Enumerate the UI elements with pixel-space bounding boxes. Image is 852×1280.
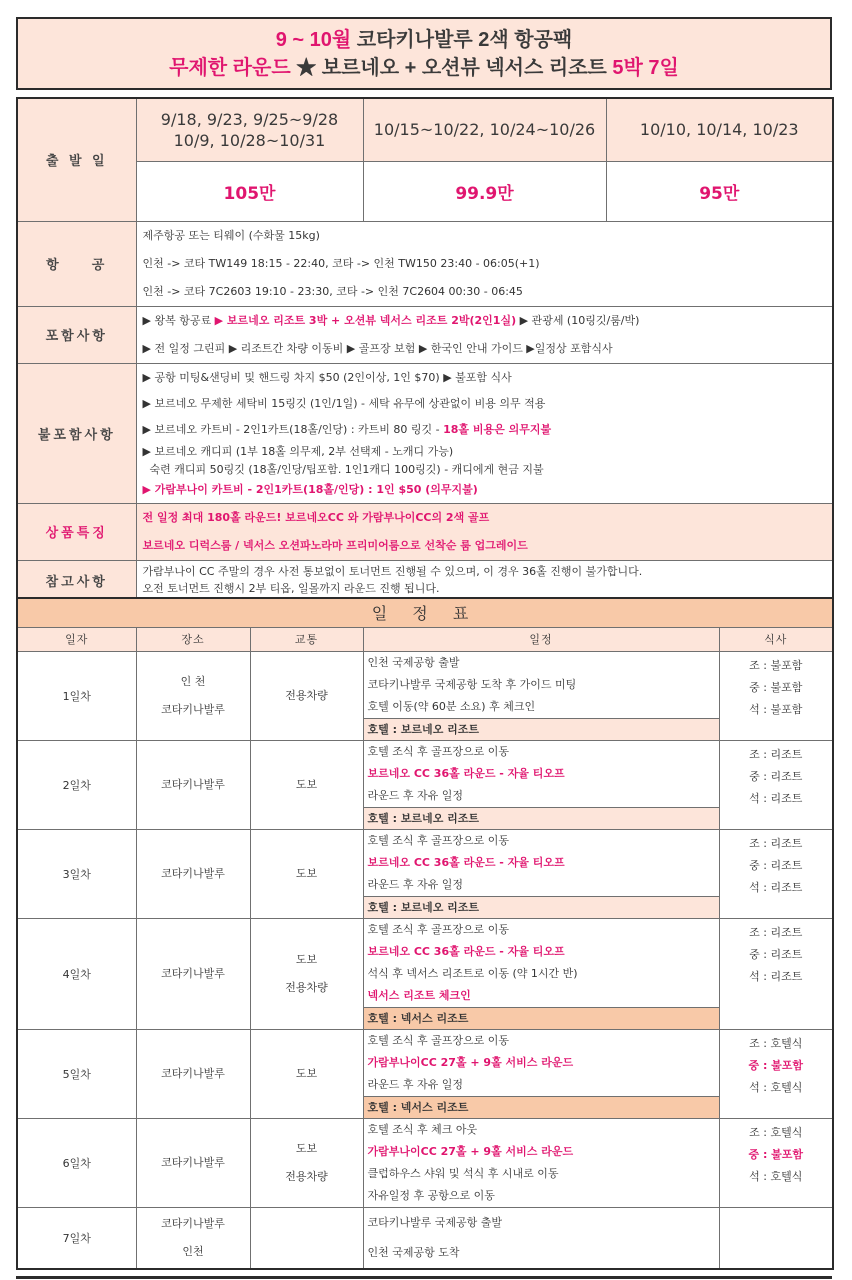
day-activities <box>363 1029 719 1118</box>
notes-row <box>17 560 833 601</box>
excluded-row <box>17 363 833 503</box>
itinerary-day-row <box>17 1029 833 1118</box>
day-number: 5일차 <box>17 1029 136 1118</box>
col-day: 일자 <box>17 627 136 651</box>
departure-dates-2: 10/15~10/22, 10/24~10/26 <box>363 98 606 161</box>
day-transport: 도보 <box>250 829 363 918</box>
meal-item: 조 : 리조트 <box>749 925 803 939</box>
activity-item: 호텔 조식 후 골프장으로 이동 <box>367 833 509 847</box>
price-3: 95만 <box>606 161 833 221</box>
departure-dates-row <box>17 98 833 161</box>
title-months: 9 ~ 10월 <box>275 28 352 51</box>
features-details: 전 일정 최대 180홀 라운드! 보르네오CC 와 가람부나이CC의 2색 골프 보르네오 디럭스룸 / 넥서스 오션파노라마 프리미어룸으로 선착순 룸 업그레이드 <box>136 503 833 560</box>
itinerary-day-row <box>17 740 833 829</box>
itinerary-day-row <box>17 829 833 918</box>
price-2: 99.9만 <box>363 161 606 221</box>
flight-row <box>17 221 833 306</box>
day-transport <box>250 1207 363 1269</box>
day-meals <box>719 651 833 740</box>
day-activities <box>363 1207 719 1269</box>
meal-item: 조 : 리조트 <box>749 836 803 850</box>
title-banner <box>16 17 832 90</box>
activity-item: 가람부나이CC 27홀 + 9홀 서비스 라운드 <box>367 1144 574 1158</box>
hotel-info: 호텔 : 보르네오 리조트 <box>364 896 719 918</box>
day-place: 인 천 코타키나발루 <box>136 651 250 740</box>
day-transport: 도보 <box>250 740 363 829</box>
activity-item: 클럽하우스 샤워 및 석식 후 시내로 이동 <box>367 1166 559 1180</box>
itinerary-day-row <box>17 1118 833 1207</box>
day-activities <box>363 740 719 829</box>
title-duration: 5박 7일 <box>612 56 679 79</box>
day-number: 2일차 <box>17 740 136 829</box>
activity-item: 인천 국제공항 출발 <box>367 655 460 669</box>
day-number: 7일차 <box>17 1207 136 1269</box>
itinerary-days <box>17 651 833 1269</box>
day-number: 6일차 <box>17 1118 136 1207</box>
meal-item: 석 : 불포함 <box>749 702 803 716</box>
title-package: 코타키나발루 2색 항공팩 <box>351 28 573 51</box>
day-place: 코타키나발루 <box>136 740 250 829</box>
activity-item: 라운드 후 자유 일정 <box>367 877 463 891</box>
included-details: ▶ 왕복 항공료 ▶ 보르네오 리조트 3박 + 오션뷰 넥서스 리조트 2박(2인1실) ▶ 관광세 (10링깃/룸/박) ▶ 전 일정 그린피 ▶ 리조트간 차량 이동비 ▶ 골프장 보험 ▶ 한국인 안내 가이드 ▶일정상 포함식사 <box>136 306 833 363</box>
meal-item: 조 : 호텔식 <box>749 1036 803 1050</box>
excluded-details: ▶ 공항 미팅&샌딩비 및 핸드링 차지 $50 (2인이상, 1인 $70) ▶ 불포함 식사 ▶ 보르네오 무제한 세탁비 15링깃 (1인/1일) - 세탁 유무에 상관없이 비용 의무 적용 ▶ 보르네오 카트비 - 2인1카트(18홀/인당) : 카트비 80 링깃 - 18홀 비용은 의무지불 ▶ 보르네오 캐디피 (1부 18홀 의무제, 2부 선택제 - 노캐디 가능) 숙련 캐디피 50링깃 (18홀/인당/팁포함. 1인1캐디 100링깃) - 캐디에게 현금 지불 ▶ 가람부나이 카트비 - 2인1카트(18홀/인당) : 1인 $50 (의무지불) <box>136 363 833 503</box>
day-place: 코타키나발루 <box>136 918 250 1029</box>
itinerary-day-row <box>17 651 833 740</box>
title-resorts: 보르네오 + 오션뷰 넥서스 리조트 <box>321 56 613 79</box>
title-unlimited: 무제한 라운드 <box>169 56 291 79</box>
activity-item: 코타키나발루 국제공항 출발 <box>367 1215 503 1229</box>
price-row <box>17 161 833 221</box>
day-transport: 도보 <box>250 1029 363 1118</box>
hotel-info: 호텔 : 보르네오 리조트 <box>364 807 719 829</box>
activity-item: 보르네오 CC 36홀 라운드 - 자율 티오프 <box>367 944 565 958</box>
star-icon: ★ <box>290 56 322 79</box>
title-line-2 <box>169 54 679 82</box>
meal-item: 석 : 호텔식 <box>749 1169 803 1183</box>
activity-item: 인천 국제공항 도착 <box>367 1245 460 1259</box>
features-row <box>17 503 833 560</box>
meal-item: 석 : 리조트 <box>749 880 803 894</box>
excluded-label: 불포함사항 <box>17 363 136 503</box>
col-meals: 식사 <box>719 627 833 651</box>
meal-item: 중 : 불포함 <box>748 1147 804 1161</box>
meal-item: 조 : 호텔식 <box>749 1125 803 1139</box>
itinerary-day-row <box>17 1207 833 1269</box>
departure-label: 출 발 일 <box>17 98 136 221</box>
meal-item: 중 : 리조트 <box>749 858 803 872</box>
meal-item: 중 : 리조트 <box>749 769 803 783</box>
day-transport: 전용차량 <box>250 651 363 740</box>
itinerary-title: 일 정 표 <box>17 598 833 627</box>
activity-item: 넥서스 리조트 체크인 <box>367 988 471 1002</box>
activity-item: 호텔 이동(약 60분 소요) 후 체크인 <box>367 699 536 713</box>
flight-label: 항 공 <box>17 221 136 306</box>
bottom-divider <box>16 1276 832 1279</box>
day-meals <box>719 918 833 1029</box>
day-number: 4일차 <box>17 918 136 1029</box>
day-place: 코타키나발루 인천 <box>136 1207 250 1269</box>
col-transport: 교통 <box>250 627 363 651</box>
notes-label: 참고사항 <box>17 560 136 601</box>
activity-item: 코타키나발루 국제공항 도착 후 가이드 미팅 <box>367 677 577 691</box>
meal-item: 중 : 불포함 <box>748 1058 804 1072</box>
itinerary-title-row <box>17 598 833 627</box>
day-meals <box>719 1029 833 1118</box>
activity-item: 호텔 조식 후 골프장으로 이동 <box>367 1033 509 1047</box>
hotel-info: 호텔 : 넥서스 리조트 <box>364 1007 719 1029</box>
activity-item: 호텔 조식 후 골프장으로 이동 <box>367 744 509 758</box>
activity-item: 보르네오 CC 36홀 라운드 - 자율 티오프 <box>367 855 565 869</box>
hotel-info: 호텔 : 넥서스 리조트 <box>364 1096 719 1118</box>
day-place: 코타키나발루 <box>136 1029 250 1118</box>
meal-item: 석 : 리조트 <box>749 791 803 805</box>
day-transport: 도보 전용차량 <box>250 918 363 1029</box>
activity-item: 라운드 후 자유 일정 <box>367 788 463 802</box>
notes-details: 가람부나이 CC 주말의 경우 사전 통보없이 토너먼트 진행될 수 있으며, 이 경우 36홀 진행이 불가합니다. 오전 토너먼트 진행시 2부 티옵, 일몰까지 라운드 진행 됩니다. <box>136 560 833 601</box>
package-info-table <box>16 97 834 602</box>
included-label: 포함사항 <box>17 306 136 363</box>
day-meals <box>719 829 833 918</box>
features-label: 상품특징 <box>17 503 136 560</box>
activity-item: 라운드 후 자유 일정 <box>367 1077 463 1091</box>
day-activities <box>363 918 719 1029</box>
flight-details: 제주항공 또는 티웨이 (수화물 15kg) 인천 -> 코타 TW149 18:15 - 22:40, 코타 -> 인천 TW150 23:40 - 06:05(+1) 인천 -> 코타 7C2603 19:10 - 23:30, 코타 -> 인천 7C2604 00:30 - 06:45 <box>136 221 833 306</box>
day-transport: 도보 전용차량 <box>250 1118 363 1207</box>
day-place: 코타키나발루 <box>136 829 250 918</box>
day-number: 3일차 <box>17 829 136 918</box>
day-meals <box>719 1118 833 1207</box>
departure-dates-3: 10/10, 10/14, 10/23 <box>606 98 833 161</box>
day-activities <box>363 651 719 740</box>
day-number: 1일차 <box>17 651 136 740</box>
price-1: 105만 <box>136 161 363 221</box>
day-place: 코타키나발루 <box>136 1118 250 1207</box>
meal-item: 석 : 리조트 <box>749 969 803 983</box>
meal-item: 조 : 불포함 <box>749 658 803 672</box>
activity-item: 호텔 조식 후 체크 아웃 <box>367 1122 478 1136</box>
title-line-1 <box>276 26 572 54</box>
day-meals <box>719 740 833 829</box>
activity-item: 석식 후 넥서스 리조트로 이동 (약 1시간 반) <box>367 966 578 980</box>
itinerary-table <box>16 597 834 1270</box>
col-place: 장소 <box>136 627 250 651</box>
col-schedule: 일정 <box>363 627 719 651</box>
itinerary-header-row <box>17 627 833 651</box>
itinerary-day-row <box>17 918 833 1029</box>
activity-item: 호텔 조식 후 골프장으로 이동 <box>367 922 509 936</box>
day-activities <box>363 829 719 918</box>
meal-item: 중 : 리조트 <box>749 947 803 961</box>
activity-item: 가람부나이CC 27홀 + 9홀 서비스 라운드 <box>367 1055 574 1069</box>
hotel-info: 호텔 : 보르네오 리조트 <box>364 718 719 740</box>
meal-item: 석 : 호텔식 <box>749 1080 803 1094</box>
activity-item: 자유일정 후 공항으로 이동 <box>367 1188 495 1202</box>
included-row <box>17 306 833 363</box>
activity-item: 보르네오 CC 36홀 라운드 - 자율 티오프 <box>367 766 565 780</box>
day-activities <box>363 1118 719 1207</box>
meal-item: 중 : 불포함 <box>749 680 803 694</box>
meal-item: 조 : 리조트 <box>749 747 803 761</box>
day-meals <box>719 1207 833 1269</box>
departure-dates-1: 9/18, 9/23, 9/25~9/28 10/9, 10/28~10/31 <box>136 98 363 161</box>
